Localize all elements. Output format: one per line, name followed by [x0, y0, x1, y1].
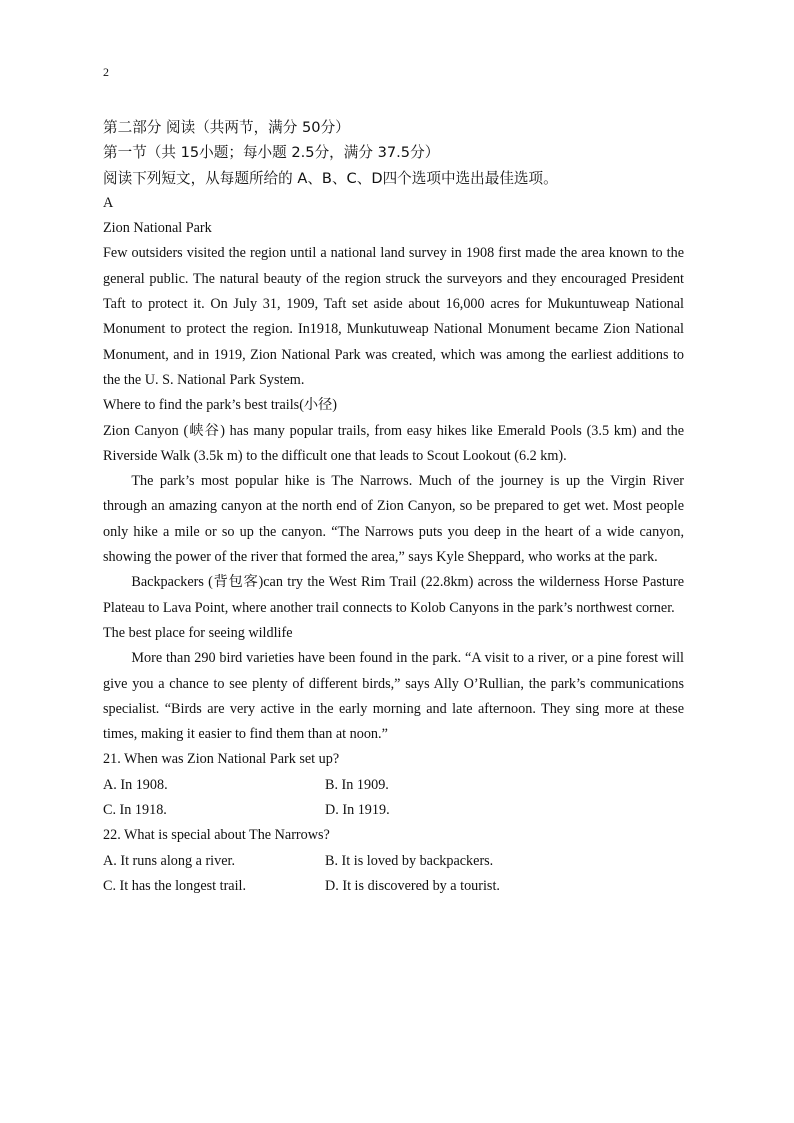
- option-row: [103, 874, 684, 899]
- option-b: B. It is loved by backpackers.: [325, 852, 494, 869]
- page-number: 2: [103, 65, 109, 79]
- option-d: D. In 1919.: [325, 802, 390, 819]
- option-row: [103, 773, 684, 798]
- option-row: [103, 849, 684, 874]
- option-c: C. It has the longest trail.: [103, 877, 247, 894]
- trails-paragraph-3: Backpackers (背包客)can try the West Rim Trail (22.8km) across the wilderness Horse Pasture Plateau to Lava Point, where another trail connects to Kolob Canyons in the park’s northwest corner.: [103, 574, 684, 616]
- passage-intro-paragraph: Few outsiders visited the region until a national land survey in 1908 first made the area known to the general public. The natural beauty of the region struck the surveyors and they encouraged President Taft to protect it. On July 31, 1909, Taft set aside about 16,000 acres for Mukuntuweap National Monument to protect the region. In1918, Munkutuweap National Monument became Zion National Monument, and in 1919, Zion National Park was created, which was among the earliest additions to the the U. S. National Park System.: [103, 245, 684, 388]
- page-content: [103, 115, 684, 899]
- trails-paragraph-1: Zion Canyon (峡谷) has many popular trails, from easy hikes like Emerald Pools (3.5 km) and the Riverside Walk (3.5k m) to the difficult one that leads to Scout Lookout (6.2 km).: [103, 422, 684, 464]
- section-heading: 第一节（共 15小题；每小题 2.5分，满分 37.5分）: [103, 144, 440, 162]
- question-stem: 22. What is special about The Narrows?: [103, 827, 330, 844]
- passage-letter: A: [103, 194, 114, 211]
- passage-title: Zion National Park: [103, 220, 212, 237]
- instruction-text: 阅读下列短文，从每题所给的 A、B、C、D四个选项中选出最佳选项。: [103, 169, 558, 187]
- trails-heading: Where to find the park’s best trails(小径): [103, 397, 338, 414]
- question-21: [103, 747, 684, 823]
- option-c: C. In 1918.: [103, 802, 167, 819]
- option-row: [103, 798, 684, 823]
- wildlife-paragraph: More than 290 bird varieties have been found in the park. “A visit to a river, or a pine forest will give you a chance to see plenty of different birds,” says Ally O’Rullian, the park’s communications specialist. “Birds are very active in the early morning and late afternoon. They sing more at these times, making it easier to find them than at noon.”: [103, 650, 684, 743]
- question-stem: 21. When was Zion National Park set up?: [103, 751, 340, 768]
- part-heading: 第二部分 阅读（共两节，满分 50分）: [103, 119, 350, 136]
- question-22: [103, 823, 684, 899]
- option-d: D. It is discovered by a tourist.: [325, 877, 500, 894]
- wildlife-heading: The best place for seeing wildlife: [103, 624, 293, 641]
- option-a: A. It runs along a river.: [103, 852, 235, 869]
- trails-paragraph-2: The park’s most popular hike is The Narrows. Much of the journey is up the Virgin River through an amazing canyon at the north end of Zion Canyon, so be prepared to get wet. Most people only hike a mile or so up the canyon. “The Narrows puts you deep in the heart of a wide canyon, showing the power of the river that formed the area,” says Kyle Sheppard, who works at the park.: [103, 473, 684, 566]
- option-a: A. In 1908.: [103, 776, 168, 793]
- option-b: B. In 1909.: [325, 776, 389, 793]
